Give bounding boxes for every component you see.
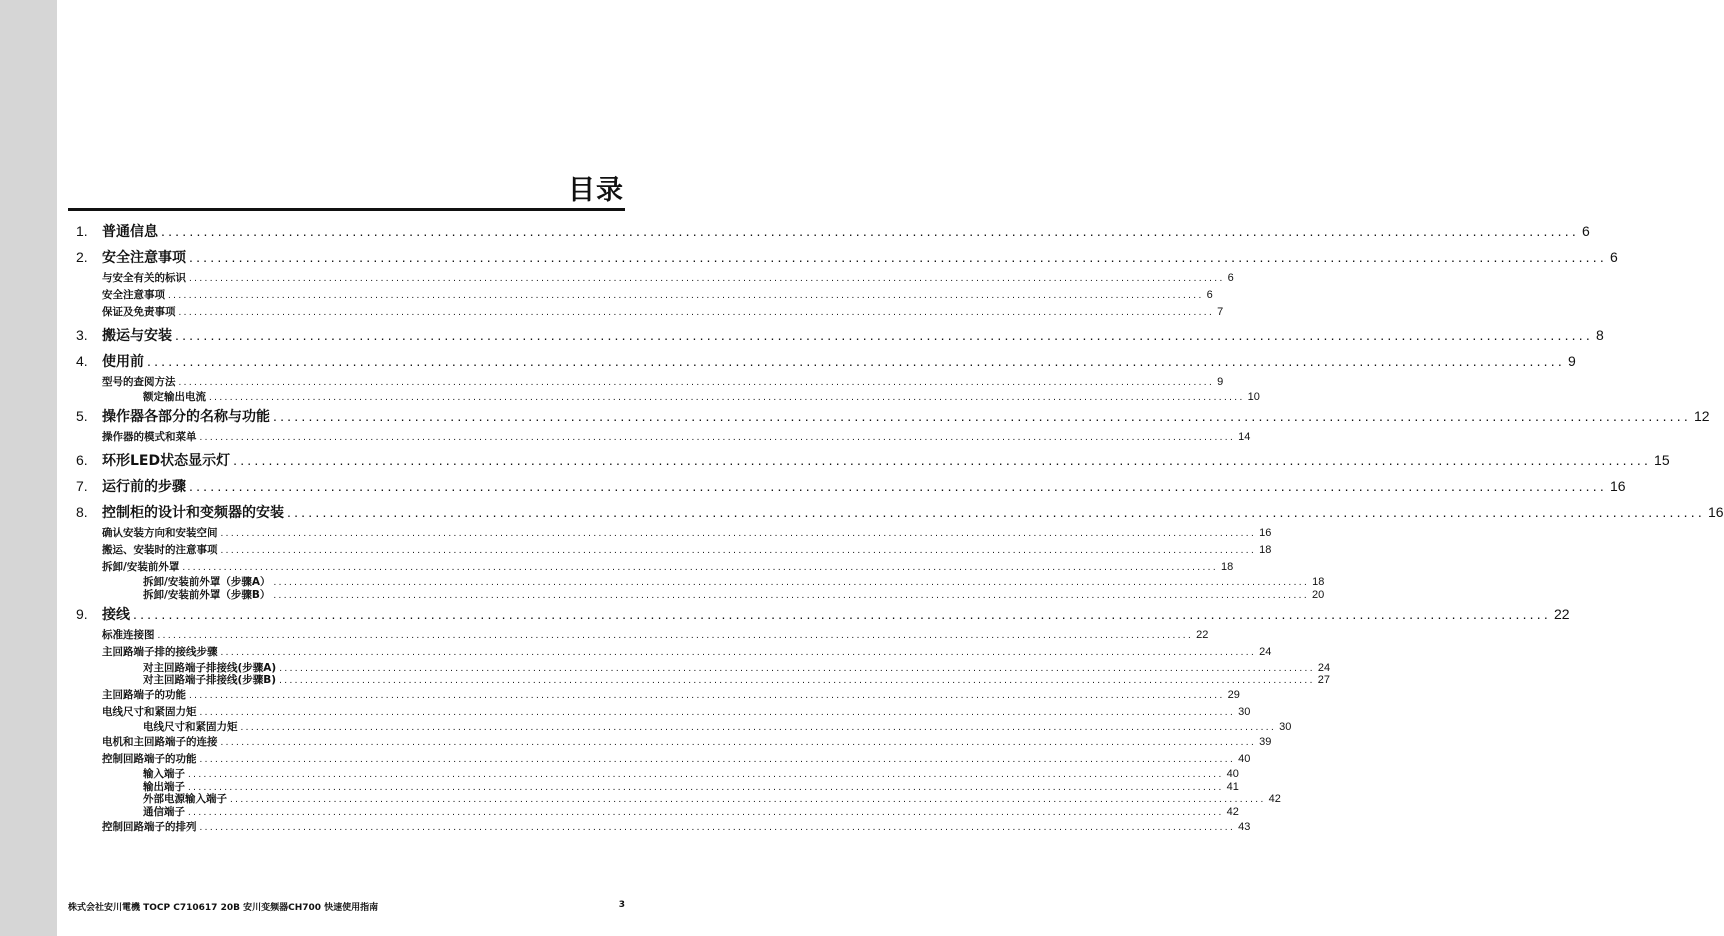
toc-dot-leader: ........................................................................................................................................................................................................: [147, 352, 1565, 369]
toc-entry[interactable]: [76, 525, 1272, 542]
toc-dot-leader: ........................................................................................................................................................................................................: [220, 527, 1257, 539]
toc-dot-leader: ........................................................................................................................................................................................................: [178, 307, 1215, 319]
toc-dot-leader: ........................................................................................................................................................................................................: [188, 781, 1224, 793]
toc-dot-leader: ........................................................................................................................................................................................................: [182, 561, 1219, 573]
toc-dot-leader: ........................................................................................................................................................................................................: [240, 722, 1277, 734]
toc-entry[interactable]: [76, 218, 1590, 244]
toc-entry-label: 运行前的步骤: [102, 478, 186, 495]
toc-dot-leader: ........................................................................................................................................................................................................: [273, 408, 1691, 425]
toc-entry[interactable]: [76, 627, 1209, 644]
toc-dot-leader: ........................................................................................................................................................................................................: [157, 630, 1194, 642]
toc-dot-leader: ........................................................................................................................................................................................................: [220, 736, 1257, 748]
toc-entry[interactable]: [76, 805, 1239, 819]
toc-entry-label: 使用前: [102, 353, 144, 370]
toc-entry-page: 6: [1206, 289, 1213, 302]
toc-entry[interactable]: [76, 588, 1325, 602]
toc-entry[interactable]: [76, 270, 1234, 287]
toc-entry-page: 20: [1312, 588, 1325, 601]
toc-entry-page: 8: [1595, 326, 1604, 343]
toc-entry[interactable]: [76, 644, 1272, 661]
page-title: 目录: [568, 175, 624, 206]
toc-dot-leader: ........................................................................................................................................................................................................: [199, 707, 1236, 719]
toc-entry-label: 拆卸/安装前外罩（步骤A）: [143, 576, 271, 589]
table-of-contents: [76, 218, 1724, 836]
toc-entry[interactable]: [76, 287, 1213, 304]
toc-entry-page: 22: [1196, 629, 1209, 642]
toc-dot-leader: ........................................................................................................................................................................................................: [220, 647, 1257, 659]
toc-dot-leader: ........................................................................................................................................................................................................: [273, 589, 1310, 601]
toc-entry-label: 与安全有关的标识: [102, 272, 186, 284]
toc-entry-label: 拆卸/安装前外罩（步骤B）: [143, 588, 271, 601]
toc-entry-page: 42: [1226, 805, 1239, 818]
toc-dot-leader: ........................................................................................................................................................................................................: [199, 754, 1236, 765]
toc-dot-leader: ........................................................................................................................................................................................................: [133, 606, 1551, 623]
toc-entry-page: 9: [1567, 352, 1576, 369]
toc-entry-label: 输出端子: [143, 780, 185, 793]
toc-entry-page: 9: [1217, 375, 1224, 388]
toc-entry[interactable]: [76, 687, 1240, 704]
toc-entry-page: 6: [1609, 249, 1618, 265]
toc-dot-leader: ........................................................................................................................................................................................................: [287, 503, 1705, 520]
toc-entry-label: 安全注意事项: [102, 289, 165, 302]
toc-entry[interactable]: [76, 661, 1331, 675]
toc-dot-leader: ........................................................................................................................................................................................................: [178, 376, 1215, 388]
toc-entry-label: 保证及免责事项: [102, 306, 176, 319]
toc-entry-label: 标准连接图: [102, 629, 155, 642]
toc-entry[interactable]: [76, 304, 1224, 321]
toc-entry[interactable]: [76, 390, 1260, 404]
toc-entry-label: 搬运、安装时的注意事项: [102, 543, 218, 556]
toc-entry-label: 主回路端子排的接线步骤: [102, 646, 218, 659]
toc-entry-label: 通信端子: [143, 805, 185, 818]
toc-entry[interactable]: [76, 542, 1272, 559]
toc-entry[interactable]: [76, 473, 1626, 499]
toc-entry-page: 42: [1268, 793, 1281, 806]
toc-entry-label: 对主回路端子排接线(步骤B): [143, 674, 277, 687]
toc-entry-page: 29: [1227, 688, 1240, 701]
toc-entry[interactable]: [76, 348, 1576, 374]
toc-dot-leader: ........................................................................................................................................................................................................: [279, 675, 1315, 687]
toc-entry[interactable]: [76, 793, 1281, 806]
toc-entry[interactable]: [76, 244, 1618, 270]
page-footer: [68, 900, 625, 913]
toc-entry[interactable]: [76, 447, 1670, 473]
toc-entry-page: 22: [1553, 606, 1570, 623]
toc-entry[interactable]: [76, 751, 1251, 768]
page-margin-band: [0, 0, 57, 936]
toc-dot-leader: ........................................................................................................................................................................................................: [168, 290, 1204, 302]
toc-entry[interactable]: [76, 601, 1570, 627]
toc-entry[interactable]: [76, 819, 1251, 836]
toc-entry-label: 型号的查阅方法: [102, 375, 176, 388]
toc-entry-page: 41: [1226, 780, 1239, 793]
toc-entry-label: 操作器的模式和菜单: [102, 431, 197, 444]
toc-entry-label: 搬运与安装: [102, 327, 172, 344]
toc-entry-number: 5.: [76, 408, 88, 425]
toc-entry[interactable]: [76, 768, 1239, 781]
toc-entry[interactable]: [76, 780, 1239, 794]
toc-entry-label: 额定输出电流: [143, 390, 206, 403]
toc-entry-label: 普通信息: [102, 224, 158, 240]
toc-dot-leader: ........................................................................................................................................................................................................: [230, 794, 1266, 806]
toc-entry-label: 确认安装方向和安装空间: [102, 526, 218, 539]
toc-entry-label: 电线尺寸和紧固力矩: [102, 706, 197, 719]
toc-entry-page: 6: [1581, 223, 1590, 239]
toc-dot-leader: ........................................................................................................................................................................................................: [188, 806, 1224, 818]
toc-entry-label: 控制回路端子的功能: [102, 753, 197, 765]
toc-entry-page: 16: [1707, 503, 1724, 520]
toc-entry-page: 15: [1654, 451, 1670, 468]
toc-entry-label: 环形LED状态显示灯: [102, 452, 231, 469]
toc-dot-leader: ........................................................................................................................................................................................................: [199, 432, 1236, 444]
toc-entry-label: 输入端子: [143, 768, 185, 781]
toc-entry-label: 控制柜的设计和变频器的安装: [102, 504, 284, 521]
toc-entry-label: 操作器各部分的名称与功能: [102, 409, 270, 426]
toc-entry-label: 控制回路端子的排列: [102, 820, 197, 833]
toc-entry-page: 18: [1259, 543, 1272, 556]
toc-entry-number: 1.: [76, 223, 88, 239]
toc-entry-number: 3.: [76, 326, 88, 343]
toc-entry-number: 4.: [76, 352, 88, 369]
toc-entry-number: 6.: [76, 451, 88, 468]
toc-entry-page: 39: [1259, 735, 1272, 748]
toc-dot-leader: ........................................................................................................................................................................................................: [189, 689, 1225, 701]
toc-entry-page: 43: [1238, 820, 1251, 833]
toc-entry-page: 18: [1221, 560, 1234, 573]
toc-dot-leader: ........................................................................................................................................................................................................: [161, 223, 1579, 239]
toc-entry[interactable]: [76, 576, 1325, 589]
toc-entry-page: 30: [1238, 706, 1251, 719]
toc-dot-leader: ........................................................................................................................................................................................................: [188, 769, 1224, 781]
toc-entry[interactable]: [76, 674, 1331, 687]
toc-entry-number: 9.: [76, 606, 88, 623]
toc-entry-label: 拆卸/安装前外罩: [102, 560, 180, 573]
toc-entry[interactable]: [76, 374, 1224, 391]
toc-dot-leader: ........................................................................................................................................................................................................: [273, 577, 1310, 589]
toc-entry-page: 10: [1247, 390, 1260, 403]
toc-entry-page: 14: [1238, 431, 1251, 444]
toc-entry[interactable]: [76, 721, 1292, 734]
toc-entry-page: 7: [1217, 306, 1224, 319]
toc-entry[interactable]: [76, 704, 1251, 721]
toc-entry-page: 30: [1279, 721, 1292, 734]
title-divider: [68, 208, 625, 211]
toc-entry-label: 对主回路端子排接线(步骤A): [143, 661, 277, 674]
toc-entry[interactable]: [76, 403, 1710, 429]
toc-entry-label: 主回路端子的功能: [102, 688, 186, 701]
toc-entry-page: 16: [1609, 477, 1626, 494]
toc-entry-label: 接线: [102, 607, 130, 624]
toc-entry-page: 18: [1312, 576, 1325, 589]
toc-dot-leader: ........................................................................................................................................................................................................: [175, 326, 1593, 343]
toc-entry[interactable]: [76, 499, 1724, 525]
toc-entry-label: 外部电源输入端子: [143, 793, 227, 806]
toc-entry-number: 2.: [76, 249, 88, 265]
toc-entry[interactable]: [76, 322, 1604, 348]
toc-entry-page: 24: [1317, 661, 1331, 674]
toc-entry-page: 12: [1693, 408, 1710, 425]
toc-dot-leader: ........................................................................................................................................................................................................: [189, 477, 1607, 494]
toc-entry[interactable]: [76, 559, 1234, 576]
toc-dot-leader: ........................................................................................................................................................................................................: [220, 544, 1257, 556]
toc-dot-leader: ........................................................................................................................................................................................................: [209, 391, 1245, 403]
toc-entry-number: 8.: [76, 503, 88, 520]
toc-entry-label: 电机和主回路端子的连接: [102, 735, 218, 748]
toc-entry-page: 27: [1317, 674, 1331, 687]
toc-dot-leader: ........................................................................................................................................................................................................: [279, 662, 1315, 674]
toc-entry-page: 24: [1259, 646, 1272, 659]
toc-dot-leader: ........................................................................................................................................................................................................: [189, 273, 1225, 284]
toc-entry-page: 6: [1227, 272, 1234, 284]
toc-dot-leader: ........................................................................................................................................................................................................: [199, 821, 1236, 833]
toc-entry-label: 安全注意事项: [102, 250, 186, 266]
toc-entry-label: 电线尺寸和紧固力矩: [143, 721, 238, 734]
toc-entry-page: 16: [1259, 526, 1272, 539]
footer-document-title: 株式会社安川電機 TOCP C710617 20B 安川变频器CH700 快速使用指南: [68, 903, 379, 913]
toc-entry-number: 7.: [76, 477, 88, 494]
toc-entry-page: 40: [1226, 768, 1239, 781]
footer-page-number: 3: [618, 900, 625, 910]
toc-entry[interactable]: [76, 429, 1251, 446]
toc-entry[interactable]: [76, 734, 1272, 751]
toc-entry-page: 40: [1238, 753, 1251, 765]
toc-dot-leader: ........................................................................................................................................................................................................: [233, 451, 1652, 468]
toc-dot-leader: ........................................................................................................................................................................................................: [189, 249, 1607, 265]
